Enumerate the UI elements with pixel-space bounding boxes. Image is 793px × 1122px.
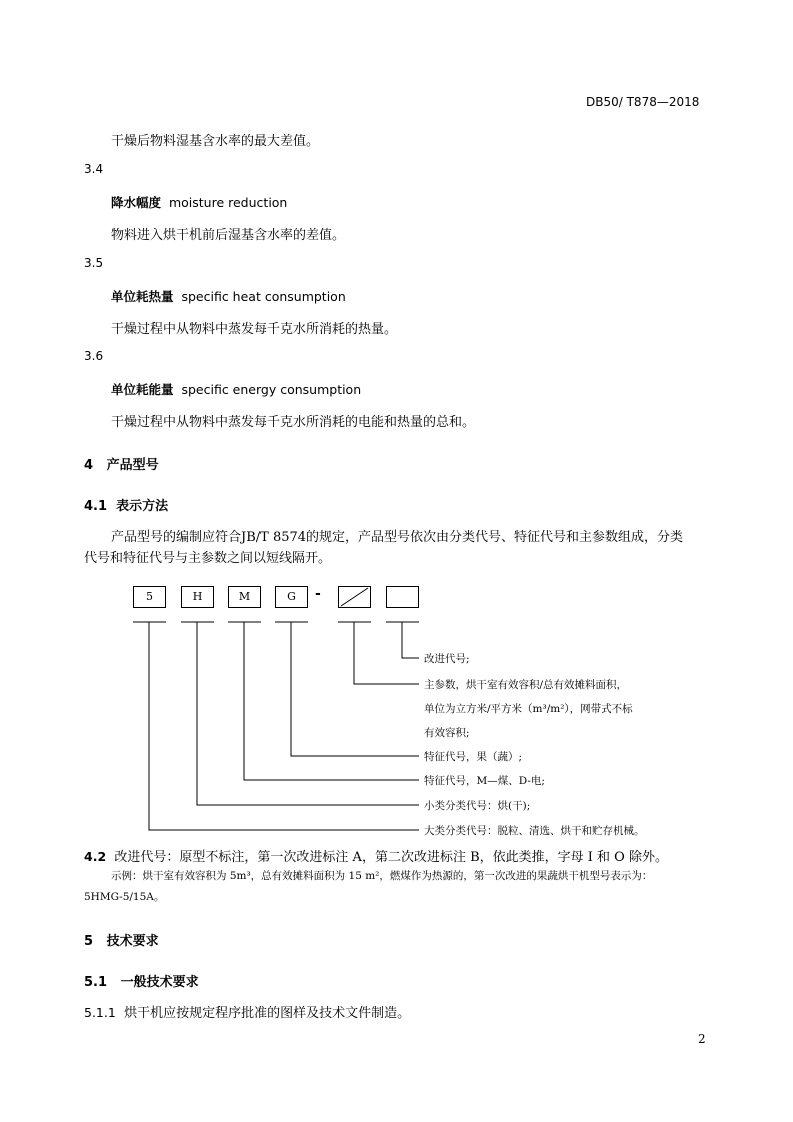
annotation-main-param: 主参数，烘干室有效容积/总有效摊料面积， bbox=[424, 679, 628, 691]
leader-improvement bbox=[402, 622, 419, 658]
section-title: 技术要求 bbox=[106, 934, 159, 949]
clause-number: 4.2 bbox=[84, 849, 107, 864]
clause-5-1-1 bbox=[84, 1002, 410, 1021]
term-en: moisture reduction bbox=[168, 195, 288, 210]
term-cn: 降水幅度 bbox=[111, 195, 162, 210]
section-number: 4.1 bbox=[84, 499, 108, 514]
example-line: 示例：烘干室有效容积为 5m³，总有效摊料面积为 15 m²，燃煤作为热源的，第一次改进的果蔬烘干机型号表示为： bbox=[111, 870, 653, 882]
definition-text: 干燥过程中从物料中蒸发每千克水所消耗的热量。 bbox=[111, 322, 398, 337]
annotation-mainclass: 大类分类代号：脱粒、清选、烘干和贮存机械。 bbox=[424, 825, 645, 837]
term-line bbox=[111, 287, 346, 305]
section-heading bbox=[84, 495, 168, 514]
clause-4-2 bbox=[84, 846, 668, 865]
clause-number: 3.6 bbox=[84, 349, 104, 363]
section-title: 产品型号 bbox=[106, 458, 159, 473]
term-cn: 单位耗能量 bbox=[111, 382, 174, 397]
section-heading bbox=[84, 971, 199, 990]
clause-number: 5.1.1 bbox=[84, 1005, 116, 1020]
annotation-improvement: 改进代号; bbox=[424, 653, 470, 665]
page-number: 2 bbox=[698, 1032, 706, 1046]
section-heading bbox=[84, 454, 159, 473]
clause-text: 烘干机应按规定程序批准的图样及技术文件制造。 bbox=[124, 1006, 411, 1021]
main-parameter-box bbox=[338, 586, 371, 608]
paragraph-line: 代号和特征代号与主参数之间以短线隔开。 bbox=[84, 551, 332, 566]
definition-text: 物料进入烘干机前后湿基含水率的差值。 bbox=[111, 228, 346, 243]
clause-text: 改进代号：原型不标注，第一次改进标注 A，第二次改进标注 B，依此类推，字母 I 和 O 除外。 bbox=[114, 850, 668, 865]
code-box-g: G bbox=[275, 586, 308, 608]
term-en: specific energy consumption bbox=[181, 382, 362, 397]
leader-subclass bbox=[197, 622, 419, 805]
paragraph-line: 产品型号的编制应符合JB/T 8574的规定，产品型号依次由分类代号、特征代号和主参数组成，分类 bbox=[111, 530, 684, 545]
leader-main-param bbox=[354, 622, 419, 684]
leader-mainclass bbox=[149, 622, 419, 830]
definition-text: 干燥后物料湿基含水率的最大差值。 bbox=[111, 134, 320, 149]
leader-feature-fruit bbox=[291, 622, 419, 756]
improvement-code-box bbox=[386, 586, 419, 608]
section-number: 5 bbox=[84, 934, 94, 949]
section-title: 一般技术要求 bbox=[120, 975, 199, 990]
section-title: 表示方法 bbox=[116, 499, 169, 514]
annotation-subclass: 小类分类代号：烘(干); bbox=[424, 800, 531, 812]
definition-text: 干燥过程中从物料中蒸发每千克水所消耗的电能和热量的总和。 bbox=[111, 415, 476, 430]
term-cn: 单位耗热量 bbox=[111, 289, 174, 304]
code-box-5: 5 bbox=[133, 586, 166, 608]
code-box-h: H bbox=[181, 586, 214, 608]
separator-dash: - bbox=[315, 586, 321, 602]
term-line bbox=[111, 193, 287, 211]
term-line bbox=[111, 380, 361, 398]
section-heading bbox=[84, 930, 159, 949]
example-line: 5HMG-5/15A。 bbox=[84, 891, 165, 903]
clause-number: 3.4 bbox=[84, 162, 104, 176]
document-code: DB50/ T878—2018 bbox=[586, 95, 700, 109]
slash-mark bbox=[339, 587, 370, 607]
clause-number: 3.5 bbox=[84, 256, 104, 270]
annotation-feature-fruit: 特征代号，果（蔬）; bbox=[424, 751, 523, 763]
leader-feature-fuel bbox=[244, 622, 419, 780]
term-en: specific heat consumption bbox=[181, 289, 346, 304]
annotation-main-param-cont: 有效容积; bbox=[424, 727, 470, 739]
code-box-m: M bbox=[228, 586, 261, 608]
annotation-feature-fuel: 特征代号，M—煤、D-电; bbox=[424, 775, 545, 787]
annotation-main-param-cont: 单位为立方米/平方米（m³/m²），网带式不标 bbox=[424, 703, 633, 715]
section-number: 4 bbox=[84, 458, 94, 473]
section-number: 5.1 bbox=[84, 975, 108, 990]
